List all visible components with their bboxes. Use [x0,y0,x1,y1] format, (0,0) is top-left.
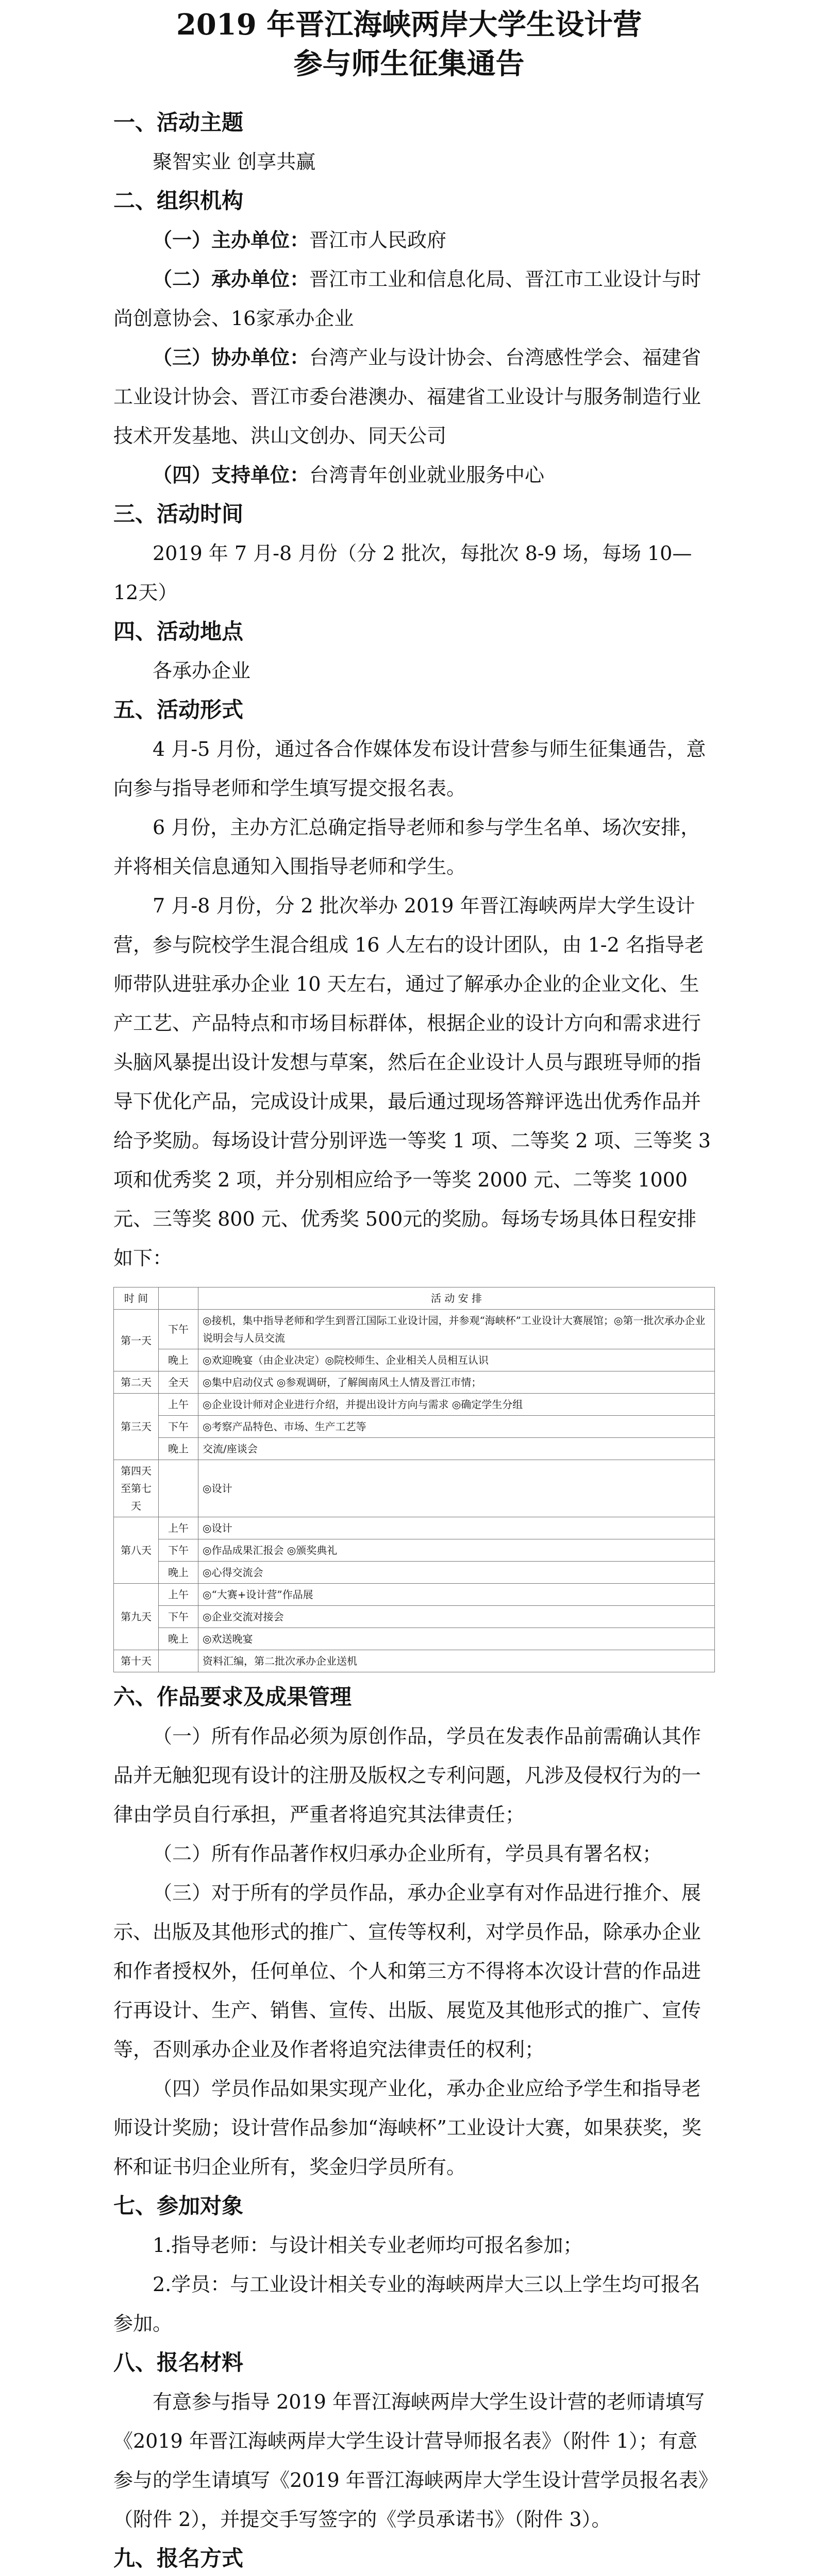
schedule-slot [159,1650,198,1672]
theme-text: 聚智实业 创享共赢 [153,150,316,173]
schedule-arrangement: ◎欢送晚宴 [198,1628,715,1650]
schedule-slot: 晚上 [159,1562,198,1584]
section-heading-org: 二、组织机构 [113,188,244,213]
schedule-table-wrapper [113,1287,715,1672]
schedule-arrangement: ◎设计 [198,1517,715,1539]
section-heading-materials: 八、报名材料 [113,2350,244,2375]
org-item-4: （四）支持单位：台湾青年创业就业服务中心 [153,463,545,486]
schedule-slot: 下午 [159,1606,198,1628]
title-line2: 参与师生征集通告 [293,47,525,81]
schedule-header-arrangement: 活 动 安 排 [198,1287,715,1310]
schedule-row [114,1394,715,1416]
schedule-arrangement: ◎设计 [198,1460,715,1517]
time-text: 2019 年 7 月-8 月份（分 2 批次，每批次 8-9 场，每场 10—12天） [113,542,692,604]
notice-content [113,103,715,2576]
schedule-arrangement: ◎作品成果汇报会 ◎颁奖典礼 [198,1539,715,1562]
org-item-2: （二）承办单位：晋江市工业和信息化局、晋江市工业设计与时尚创意协会、16家承办企业 [113,267,702,330]
schedule-table [113,1287,715,1672]
schedule-row [114,1438,715,1460]
schedule-slot: 上午 [159,1517,198,1539]
schedule-arrangement: ◎考察产品特色、市场、生产工艺等 [198,1416,715,1438]
schedule-row [114,1584,715,1606]
schedule-arrangement: ◎接机，集中指导老师和学生到晋江国际工业设计园，并参观“海峡杯”工业设计大赛展馆；◎第一批次承办企业说明会与人员交流 [198,1310,715,1349]
schedule-row [114,1650,715,1672]
schedule-slot: 晚上 [159,1628,198,1650]
schedule-slot: 晚上 [159,1349,198,1371]
schedule-day: 第十天 [114,1650,159,1672]
works-paragraph-1: （一）所有作品必须为原创作品，学员在发表作品前需确认其作品并无触犯现有设计的注册及版权之专利问题，凡涉及侵权行为的一律由学员自行承担，严重者将追究其法律责任； [113,1725,702,1826]
target-paragraph-2: 2.学员：与工业设计相关专业的海峡两岸大三以上学生均可报名参加。 [113,2273,700,2335]
org-item-3: （三）协办单位：台湾产业与设计协会、台湾感性学会、福建省工业设计协会、晋江市委台港澳办、福建省工业设计与服务制造行业技术开发基地、洪山文创办、同天公司 [113,346,702,447]
schedule-row [114,1517,715,1539]
target-paragraph-1: 1.指导老师：与设计相关专业老师均可报名参加； [153,2234,583,2257]
schedule-row [114,1539,715,1562]
form-paragraph-3: 7 月-8 月份，分 2 批次举办 2019 年晋江海峡两岸大学生设计营，参与院校学生混合组成 16 人左右的设计团队，由 1-2 名指导老师带队进驻承办企业 10 天左右，通过了解承办企业的企业文化、生产工艺、产品特点和市场目标群体，根据企业的设计方向和需求进行头脑风暴提出设计发想与草案，然后在企业设计人员与跟班导师的指导下优化产品，完成设计成果，最后通过现场答辩评选出优秀作品并给予奖励。每场设计营分别评选一等奖 1 项、二等奖 2 项、三等奖 3 项和优秀奖 2 项，并分别相应给予一等奖 2000 元、二等奖 1000 元、三等奖 800 元、优秀奖 500元的奖励。每场专场具体日程安排如下： [113,894,711,1269]
form-paragraph-1: 4 月-5 月份，通过各合作媒体发布设计营参与师生征集通告，意向参与指导老师和学生填写提交报名表。 [113,738,706,800]
schedule-row [114,1562,715,1584]
schedule-arrangement: ◎欢迎晚宴（由企业决定）◎院校师生、企业相关人员相互认识 [198,1349,715,1371]
schedule-row [114,1628,715,1650]
schedule-day: 第九天 [114,1584,159,1650]
form-paragraph-2: 6 月份，主办方汇总确定指导老师和参与学生名单、场次安排，并将相关信息通知入围指导老师和学生。 [113,816,700,878]
schedule-row [114,1371,715,1394]
schedule-slot [159,1460,198,1517]
schedule-header-row [114,1287,715,1310]
schedule-slot: 下午 [159,1539,198,1562]
schedule-slot: 下午 [159,1310,198,1349]
schedule-day: 第二天 [114,1371,159,1394]
schedule-day: 第一天 [114,1310,159,1371]
schedule-slot: 上午 [159,1584,198,1606]
section-heading-method: 九、报名方式 [113,2546,244,2571]
schedule-arrangement: 资料汇编，第二批次承办企业送机 [198,1650,715,1672]
section-heading-works: 六、作品要求及成果管理 [113,1684,352,1709]
section-heading-theme: 一、活动主题 [113,110,244,135]
schedule-slot: 全天 [159,1371,198,1394]
schedule-arrangement: ◎企业设计师对企业进行介绍，并提出设计方向与需求 ◎确定学生分组 [198,1394,715,1416]
schedule-arrangement: ◎集中启动仪式 ◎参观调研，了解闽南风土人情及晋江市情； [198,1371,715,1394]
place-text: 各承办企业 [153,659,251,682]
page-title [0,0,818,83]
works-paragraph-2: （二）所有作品著作权归承办企业所有，学员具有署名权； [153,1842,662,1865]
section-heading-target: 七、参加对象 [113,2193,244,2218]
schedule-arrangement: ◎心得交流会 [198,1562,715,1584]
schedule-slot: 上午 [159,1394,198,1416]
schedule-day: 第四天至第七天 [114,1460,159,1517]
schedule-row [114,1416,715,1438]
schedule-header-slot [159,1287,198,1310]
schedule-arrangement: ◎企业交流对接会 [198,1606,715,1628]
title-line1: 2019 年晋江海峡两岸大学生设计营 [176,8,642,42]
schedule-row [114,1310,715,1349]
org-item-1: （一）主办单位：晋江市人民政府 [153,228,447,251]
schedule-slot: 晚上 [159,1438,198,1460]
schedule-arrangement: ◎“大赛+设计营”作品展 [198,1584,715,1606]
works-paragraph-4: （四）学员作品如果实现产业化，承办企业应给予学生和指导老师设计奖励；设计营作品参加“海峡杯”工业设计大赛，如果获奖，奖杯和证书归企业所有，奖金归学员所有。 [113,2077,702,2178]
schedule-arrangement: 交流/座谈会 [198,1438,715,1460]
schedule-row [114,1460,715,1517]
section-heading-form: 五、活动形式 [113,697,244,722]
schedule-day: 第三天 [114,1394,159,1460]
schedule-header-time: 时 间 [114,1287,159,1310]
schedule-row [114,1349,715,1371]
section-heading-time: 三、活动时间 [113,501,244,527]
schedule-day: 第八天 [114,1517,159,1584]
materials-paragraph-1: 有意参与指导 2019 年晋江海峡两岸大学生设计营的老师请填写《2019 年晋江海峡两岸大学生设计营导师报名表》（附件 1）；有意参与的学生请填写《2019 年晋江海峡两岸大学生设计营学员报名表》（附件 2），并提交手写签字的《学员承诺书》（附件 3）。 [113,2391,708,2531]
schedule-slot: 下午 [159,1416,198,1438]
section-heading-place: 四、活动地点 [113,619,244,644]
works-paragraph-3: （三）对于所有的学员作品，承办企业享有对作品进行推介、展示、出版及其他形式的推广、宣传等权利，对学员作品，除承办企业和作者授权外，任何单位、个人和第三方不得将本次设计营的作品进行再设计、生产、销售、宣传、出版、展览及其他形式的推广、宣传等，否则承办企业及作者将追究法律责任的权利； [113,1882,702,2061]
schedule-row [114,1606,715,1628]
